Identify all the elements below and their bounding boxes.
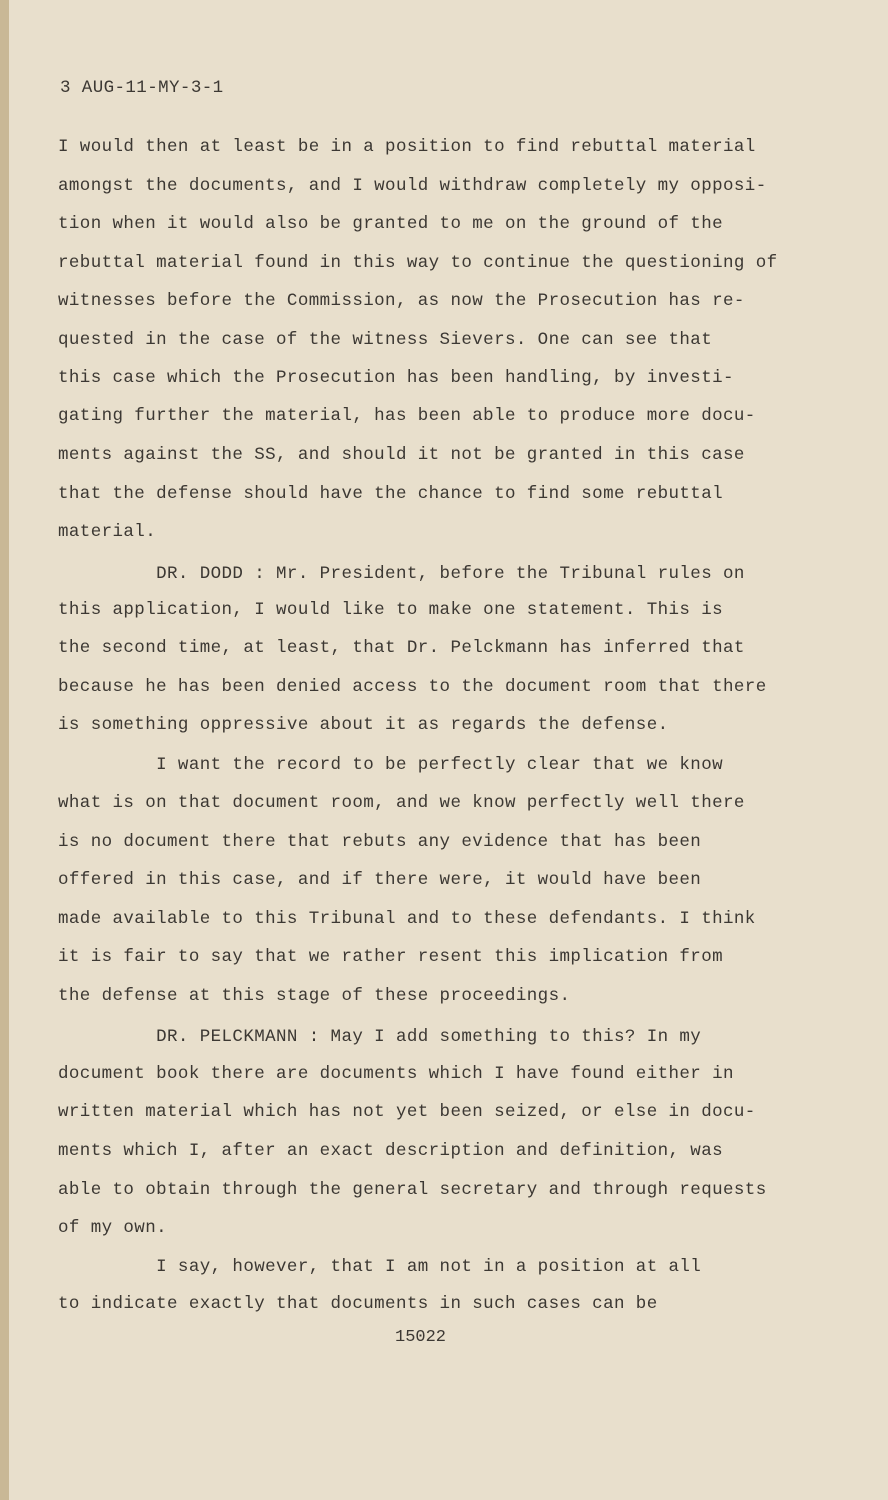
text-line: able to obtain through the general secretary and through requests — [58, 1180, 767, 1200]
text-line: tion when it would also be granted to me on the ground of the — [58, 214, 724, 234]
text-line: DR. DODD : Mr. President, before the Tribunal rules on — [58, 564, 745, 584]
text-line: is something oppressive about it as regards the defense. — [58, 715, 669, 735]
text-line: it is fair to say that we rather resent this implication from — [58, 947, 724, 967]
text-line: document book there are documents which I have found either in — [58, 1064, 734, 1084]
text-line: of my own. — [58, 1218, 168, 1238]
text-line: made available to this Tribunal and to these defendants. I think — [58, 909, 756, 929]
text-line: ments against the SS, and should it not be granted in this case — [58, 445, 745, 465]
text-line: I would then at least be in a position to find rebuttal material — [58, 137, 756, 157]
text-line: to indicate exactly that documents in such cases can be — [58, 1294, 658, 1314]
text-line: written material which has not yet been seized, or else in docu- — [58, 1102, 756, 1122]
text-line: what is on that document room, and we know perfectly well there — [58, 793, 745, 813]
text-line: witnesses before the Commission, as now the Prosecution has re- — [58, 291, 745, 311]
text-line: is no document there that rebuts any evidence that has been — [58, 832, 702, 852]
text-line: because he has been denied access to the document room that there — [58, 677, 767, 697]
text-line: material. — [58, 522, 157, 542]
text-line: offered in this case, and if there were, it would have been — [58, 870, 702, 890]
text-line: gating further the material, has been able to produce more docu- — [58, 406, 756, 426]
text-line: quested in the case of the witness Sievers. One can see that — [58, 330, 713, 350]
text-line: this application, I would like to make one statement. This is — [58, 600, 724, 620]
text-line: this case which the Prosecution has been handling, by investi- — [58, 368, 734, 388]
text-line: I say, however, that I am not in a position at all — [58, 1257, 702, 1277]
text-line: the defense at this stage of these proceedings. — [58, 986, 571, 1006]
text-line: the second time, at least, that Dr. Pelckmann has inferred that — [58, 638, 745, 658]
text-line: DR. PELCKMANN : May I add something to this? In my — [58, 1027, 702, 1047]
page-header: 3 AUG-11-MY-3-1 — [60, 78, 224, 98]
page-number: 15022 — [395, 1328, 447, 1347]
text-line: ments which I, after an exact description and definition, was — [58, 1141, 724, 1161]
text-line: amongst the documents, and I would withdraw completely my opposi- — [58, 176, 767, 196]
text-line: I want the record to be perfectly clear that we know — [58, 755, 724, 775]
text-line: rebuttal material found in this way to continue the questioning of — [58, 253, 778, 273]
text-line: that the defense should have the chance to find some rebuttal — [58, 484, 724, 504]
page-edge — [0, 0, 9, 1500]
